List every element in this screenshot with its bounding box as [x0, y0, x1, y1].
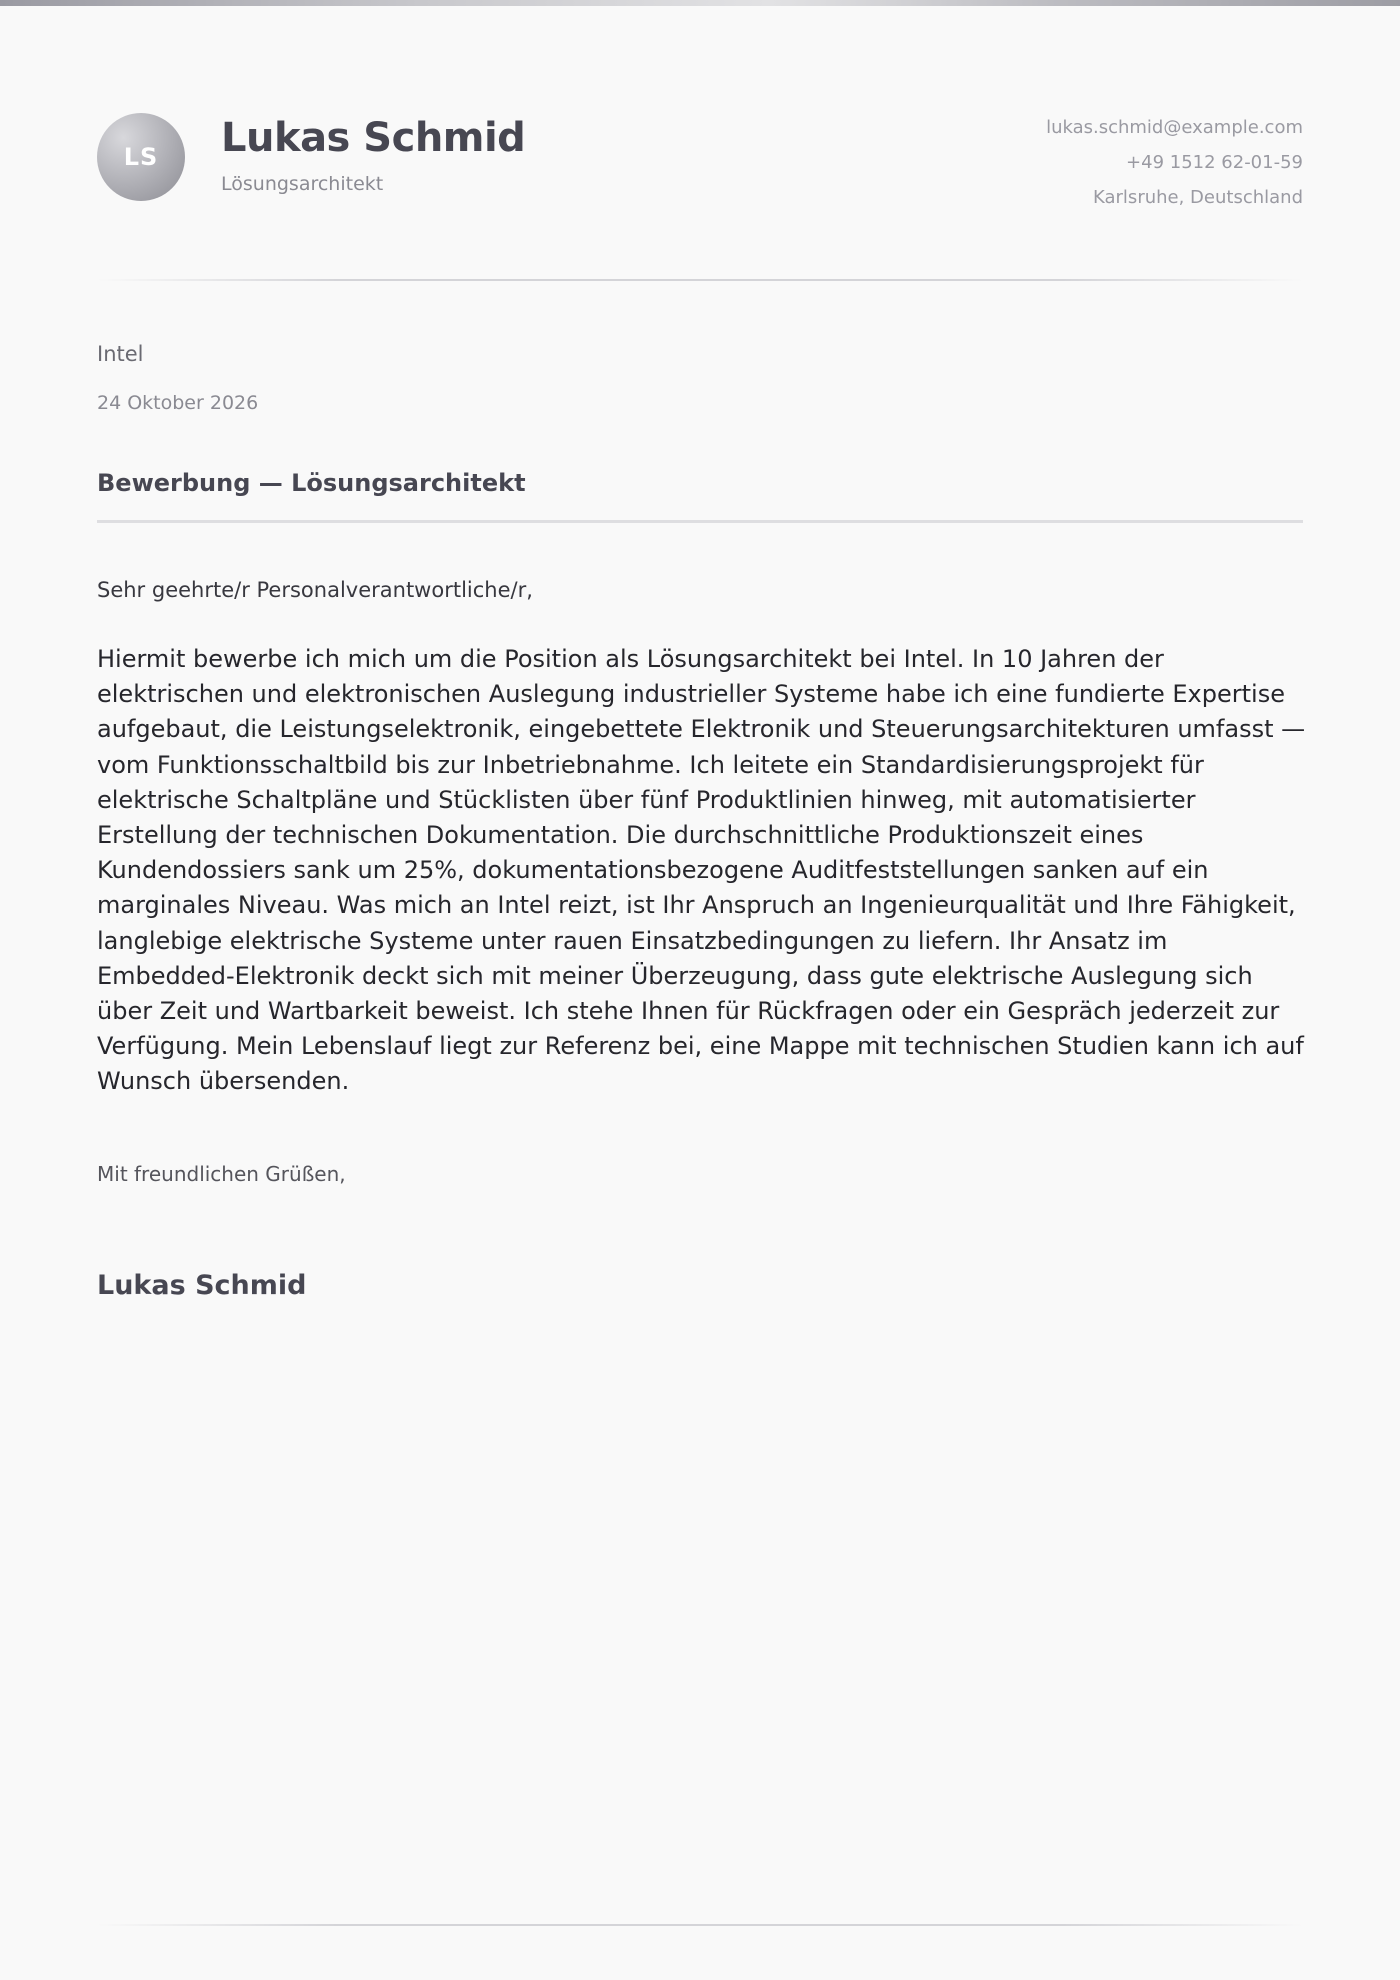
- closing: Mit freundlichen Grüßen,: [97, 1162, 346, 1186]
- applicant-role: Lösungsarchitekt: [221, 173, 384, 195]
- top-accent-bar: [0, 0, 1400, 6]
- contact-phone: +49 1512 62-01-59: [1126, 152, 1303, 173]
- contact-email: lukas.schmid@example.com: [1046, 117, 1303, 138]
- letter-subject: Bewerbung — Lösungsarchitekt: [97, 469, 526, 497]
- footer-divider: [97, 1924, 1303, 1926]
- contact-block: [1046, 110, 1303, 215]
- subject-divider: [97, 520, 1303, 523]
- letter-body: Hiermit bewerbe ich mich um die Position als Lösungsarchitekt bei Intel. In 10 Jahren der elektrischen und elektronischen Auslegung industrieller Systeme habe ich eine fundierte Expertise aufgebaut, die Leistungselektronik, eingebettete Elektronik und Steuerungsarchitekturen umfasst — vom Funktionsschaltbild bis zur Inbetriebnahme. Ich leitete ein Standardisierungsprojekt für elektrische Schaltpläne und Stücklisten über fünf Produktlinien hinweg, mit automatisierter Erstellung der technischen Dokumentation. Die durchschnittliche Produktionszeit eines Kundendossiers sank um 25%, dokumentationsbezogene Auditfeststellungen sanken auf ein marginales Niveau. Was mich an Intel reizt, ist Ihr Anspruch an Ingenieurqualität und Ihre Fähigkeit, langlebige elektrische Systeme unter rauen Einsatzbedingungen zu liefern. Ihr Ansatz im Embedded-Elektronik deckt sich mit meiner Überzeugung, dass gute elektrische Auslegung sich über Zeit und Wartbarkeit beweist. Ich stehe Ihnen für Rückfragen oder ein Gespräch jederzeit zur Verfügung. Mein Lebenslauf liegt zur Referenz bei, eine Mappe mit technischen Studien kann ich auf Wunsch übersenden.: [97, 645, 1306, 1096]
- letter-date: 24 Oktober 2026: [97, 392, 259, 414]
- contact-location: Karlsruhe, Deutschland: [1093, 187, 1303, 208]
- recipient: Intel: [97, 342, 144, 366]
- avatar: LS: [97, 113, 185, 201]
- salutation: Sehr geehrte/r Personalverantwortliche/r,: [97, 578, 533, 602]
- signature: Lukas Schmid: [97, 1270, 307, 1301]
- applicant-name: Lukas Schmid: [221, 115, 526, 161]
- letter-header: [97, 113, 1303, 213]
- header-divider: [97, 279, 1303, 281]
